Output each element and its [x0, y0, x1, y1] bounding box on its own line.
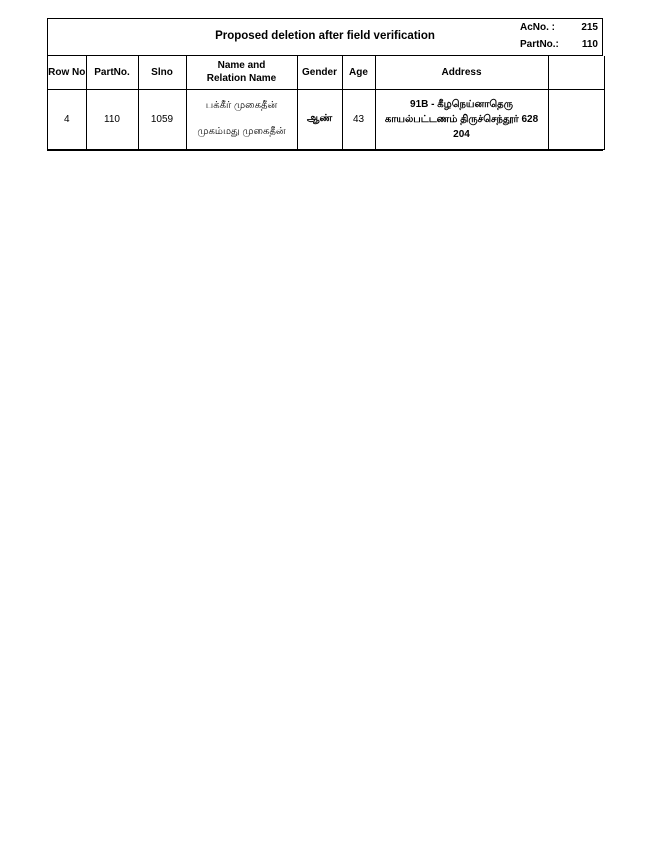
ac-part-block — [520, 19, 598, 53]
col-header-name — [186, 56, 297, 89]
elector-name: பக்கீர் முகைதீன் — [205, 100, 278, 111]
cell-extra — [548, 89, 604, 149]
page-title: Proposed deletion after field verification — [215, 30, 435, 42]
col-header-row-no: Row No — [48, 56, 86, 89]
col-header-slno: Slno — [138, 56, 186, 89]
col-header-address: Address — [375, 56, 548, 89]
cell-gender: ஆண் — [297, 89, 342, 149]
table-header-row — [48, 56, 604, 89]
ac-number-label: AcNo. : — [520, 22, 555, 33]
col-header-age: Age — [342, 56, 375, 89]
title-bar — [48, 19, 603, 56]
ac-number-value: 215 — [581, 22, 598, 33]
part-number-line — [520, 36, 598, 53]
part-number-label: PartNo.: — [520, 39, 559, 50]
table-row — [48, 89, 604, 149]
col-header-gender: Gender — [297, 56, 342, 89]
col-header-extra — [548, 56, 604, 89]
relation-name: முகம்மது முகைதீன் — [197, 126, 286, 137]
col-header-part-no: PartNo. — [86, 56, 138, 89]
deletion-list-sheet — [47, 18, 603, 151]
col-header-name-line1: Name and — [217, 60, 266, 72]
col-header-name-line2: Relation Name — [206, 73, 277, 85]
ac-number-line — [520, 19, 598, 36]
cell-row-no: 4 — [48, 89, 86, 149]
cell-name — [186, 89, 297, 149]
cell-address: 91B - கீழநெய்னாதெரு காயல்பட்டணம் திருச்செந்தூர் 628 204 — [375, 89, 548, 149]
cell-part-no: 110 — [86, 89, 138, 149]
deletion-table — [48, 56, 605, 150]
cell-slno: 1059 — [138, 89, 186, 149]
cell-age: 43 — [342, 89, 375, 149]
part-number-value: 110 — [581, 39, 598, 50]
